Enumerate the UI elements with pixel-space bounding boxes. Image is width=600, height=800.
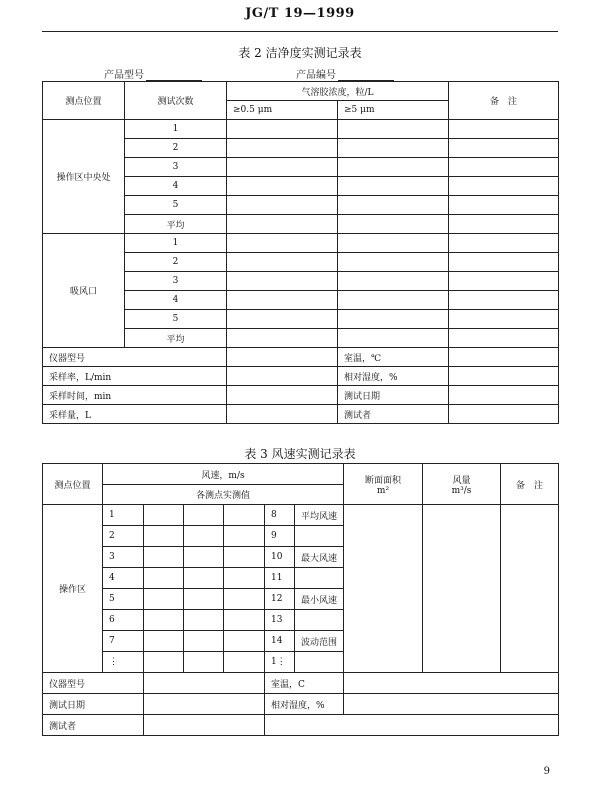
table2-col-aerosol: 气溶胶浓度，粒/L <box>227 82 449 101</box>
table3-right-label: 最大风速 <box>295 547 344 568</box>
table2-footer-row <box>43 348 559 367</box>
wind-speed-record-table <box>42 463 559 736</box>
table2-count-cell: 4 <box>125 291 227 310</box>
page-number: 9 <box>543 766 550 777</box>
table3-col-values: 各测点实测值 <box>103 485 344 505</box>
table3-col-area-unit: m² <box>376 485 390 496</box>
table2-count-cell: 2 <box>125 253 227 272</box>
table2-count-cell: 2 <box>125 139 227 158</box>
table3-right-num: 14 <box>265 631 295 652</box>
table2-col-ge5: ≥5 μm <box>338 101 449 120</box>
table3-col-area <box>344 464 423 505</box>
table3-left-num: 3 <box>103 547 144 568</box>
table3-flow-cell <box>423 505 501 673</box>
table3-left-num: 7 <box>103 631 144 652</box>
table2-footer-right: 室温，℃ <box>338 348 449 367</box>
table2-footer-row <box>43 405 559 424</box>
table3-right-label: 波动范围 <box>295 631 344 652</box>
standard-header: JG/T 19—1999 <box>245 6 355 21</box>
table3-col-location: 测点位置 <box>43 464 103 505</box>
table3-right-num: 8 <box>265 505 295 526</box>
table3-left-num: ⋮ <box>103 652 144 673</box>
table-row <box>43 234 559 253</box>
table2-col-remarks: 备 注 <box>449 82 559 120</box>
table2-header-row <box>43 82 559 101</box>
table3-col-flow <box>423 464 501 505</box>
table3-right-label <box>295 652 344 673</box>
table2-footer-right: 相对湿度，% <box>338 367 449 386</box>
table3-footer-right: 相对湿度，% <box>265 694 344 715</box>
table3-left-num: 2 <box>103 526 144 547</box>
table3-col-area-label: 断面面积 <box>364 475 401 486</box>
table2-group-suction: 吸风口 <box>43 234 125 348</box>
table3-header-row <box>43 464 559 485</box>
product-model-blank <box>146 69 202 81</box>
table3-right-num: 10 <box>265 547 295 568</box>
table2-average-cell: 平均 <box>125 215 227 234</box>
header-rule <box>42 31 558 32</box>
table2-count-cell: 5 <box>125 310 227 329</box>
table-row <box>43 120 559 139</box>
table2-count-cell: 3 <box>125 272 227 291</box>
table3-area-cell <box>344 505 423 673</box>
table3-footer-left: 仪器型号 <box>43 673 144 694</box>
table2-footer-row <box>43 367 559 386</box>
product-number-field <box>296 66 394 81</box>
table3-left-num: 1 <box>103 505 144 526</box>
table2-count-cell: 4 <box>125 177 227 196</box>
product-model-label: 产品型号 <box>104 70 144 81</box>
table3-left-num: 5 <box>103 589 144 610</box>
table3-right-num: 1⋮ <box>265 652 295 673</box>
table3-right-num: 13 <box>265 610 295 631</box>
table3-right-label <box>295 568 344 589</box>
table3-right-label <box>295 610 344 631</box>
table3-left-num: 6 <box>103 610 144 631</box>
table3-right-label: 最小风速 <box>295 589 344 610</box>
table3-col-flow-label: 风量 <box>452 475 471 486</box>
table3-left-num: 4 <box>103 568 144 589</box>
table3-caption: 表 3 风速实测记录表 <box>244 447 356 461</box>
table3-footer-left: 测试者 <box>43 715 144 736</box>
table3-footer-row <box>43 715 559 736</box>
table2-col-count: 测试次数 <box>125 82 227 120</box>
table2-count-cell: 5 <box>125 196 227 215</box>
table3-footer-row <box>43 673 559 694</box>
table2-footer-left: 采样时间，min <box>43 386 227 405</box>
table3-footer-left: 测试日期 <box>43 694 144 715</box>
table2-footer-right: 测试者 <box>338 405 449 424</box>
table2-footer-row <box>43 386 559 405</box>
table3-right-num: 12 <box>265 589 295 610</box>
product-model-field <box>104 66 202 81</box>
table3-right-num: 11 <box>265 568 295 589</box>
table2-col-ge05: ≥0.5 μm <box>227 101 338 120</box>
table3-right-label: 平均风速 <box>295 505 344 526</box>
table3-group-operating: 操作区 <box>43 505 103 673</box>
table2-footer-right: 测试日期 <box>338 386 449 405</box>
table3-right-num: 9 <box>265 526 295 547</box>
cleanliness-record-table <box>42 81 559 424</box>
table2-group-center: 操作区中央处 <box>43 120 125 234</box>
table2-footer-left: 采样率，L/min <box>43 367 227 386</box>
product-number-blank <box>338 69 394 81</box>
table2-footer-left: 仪器型号 <box>43 348 227 367</box>
table3-footer-row <box>43 694 559 715</box>
table2-col-location: 测点位置 <box>43 82 125 120</box>
table3-col-remarks: 备 注 <box>501 464 559 505</box>
table3-footer-right: 室温，C <box>265 673 344 694</box>
table3-col-flow-unit: m³/s <box>451 485 472 496</box>
table2-count-cell: 1 <box>125 120 227 139</box>
table2-average-cell: 平均 <box>125 329 227 348</box>
table2-caption: 表 2 洁净度实测记录表 <box>238 46 362 60</box>
table2-count-cell: 1 <box>125 234 227 253</box>
product-number-label: 产品编号 <box>296 70 336 81</box>
table-row <box>43 505 559 526</box>
table2-footer-left: 采样量，L <box>43 405 227 424</box>
table3-col-speed: 风速，m/s <box>103 464 344 485</box>
table2-count-cell: 3 <box>125 158 227 177</box>
table3-remarks-cell <box>501 505 559 673</box>
table3-right-label <box>295 526 344 547</box>
